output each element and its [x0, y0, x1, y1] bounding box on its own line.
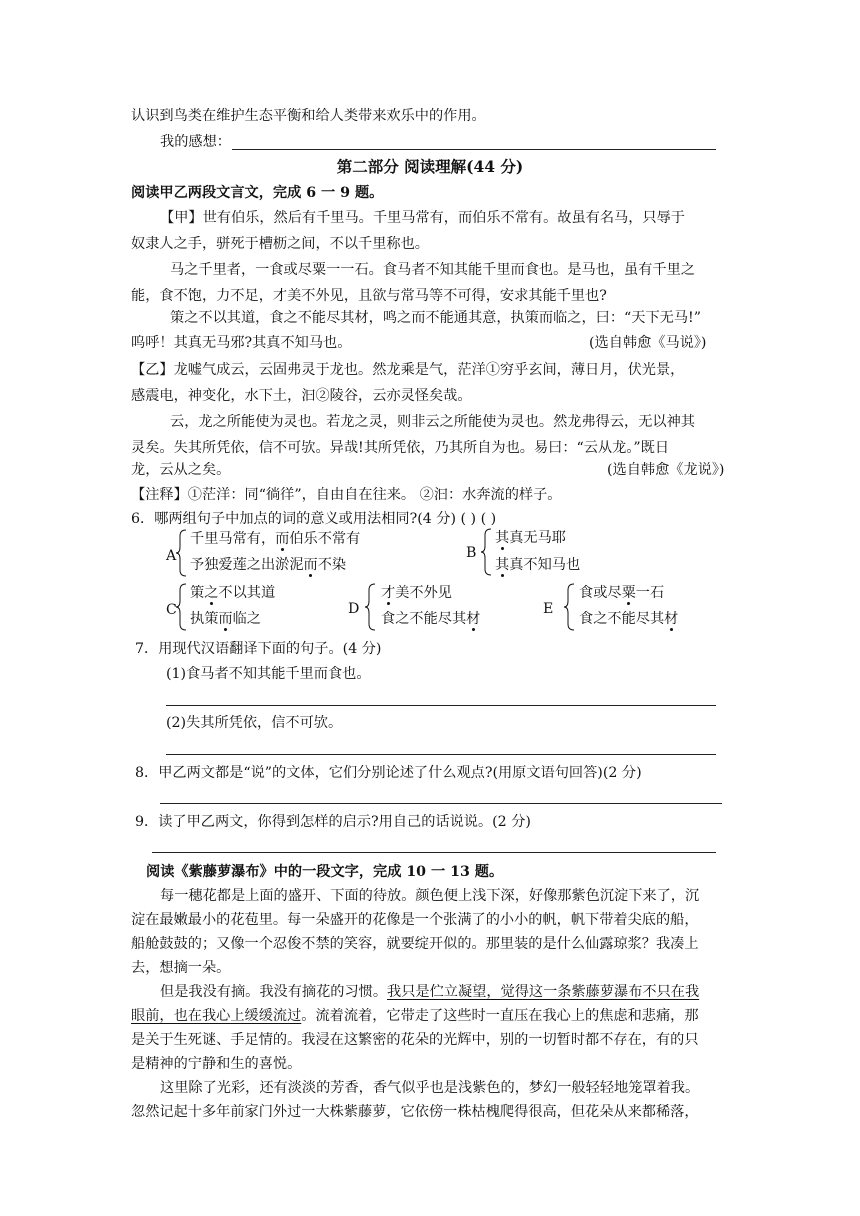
- brace-icon: [480, 527, 492, 577]
- option-b-sentence-1: 其真无马耶: [495, 530, 566, 546]
- text-line: 忽然记起十多年前家门外过一大株紫藤萝，它依傍一株枯槐爬得很高，但花朵从来都稀落，: [131, 1104, 699, 1120]
- option-b-sentence-2: 其真不知马也: [495, 557, 581, 573]
- text-line: 马之千里者，一食或尽粟一一石。食马者不知其能千里而食也。是马也，虽有千里之: [170, 262, 695, 278]
- text-line: 我的感想：: [160, 134, 231, 150]
- option-d-sentence-2: 食之不能尽其材: [381, 611, 481, 627]
- text-line: 灵矣。失其所凭依，信不可欤。异哉!其所凭依，乃其所自为也。易曰：“云从龙。”既日: [131, 440, 670, 456]
- text-line: 感震电，神变化，水下土，汩②陵谷，云亦灵怪矣哉。: [131, 388, 472, 404]
- option-b-label: B: [466, 545, 477, 561]
- text-line: 船舱鼓鼓的；又像一个忍俊不禁的笑容，就要绽开似的。那里装的是什么仙露琼浆？我凑上: [131, 936, 699, 952]
- question-9: 9．读了甲乙两文，你得到怎样的启示?用自己的话说说。(2 分): [135, 814, 531, 830]
- text-line: 眼前，也在我心上缓缓流过。流着流着，它带走了这些时一直压在我心上的焦虑和悲痛，那: [131, 1008, 699, 1024]
- text-line: 是精神的宁静和生的喜悦。: [131, 1056, 302, 1072]
- source-citation: (选自韩愈《龙说》): [607, 462, 725, 478]
- instruction: 阅读《紫藤萝瀑布》中的一段文字，完成 10 一 13 题。: [146, 864, 504, 880]
- text-line: 【甲】世有伯乐，然后有千里马。千里马常有，而伯乐不常有。故虽有名马，只辱于: [160, 210, 685, 226]
- text-line: 每一穗花都是上面的盛开、下面的待放。颜色便上浅下深，好像那紫色沉淀下来了，沉: [160, 888, 700, 904]
- text-line: 龙，云从之矣。: [131, 462, 231, 478]
- question-7-item-1: (1)食马者不知其能千里而食也。: [166, 666, 371, 682]
- option-a-sentence-1: 千里马常有，而伯乐不常有: [190, 531, 361, 547]
- annotation-note: 【注释】①茫洋：同“徜徉”，自由自在往来。 ②汩：水奔流的样子。: [131, 487, 562, 503]
- answer-line: [166, 705, 716, 706]
- option-d-sentence-1: 才美不外见: [381, 585, 452, 601]
- option-e-label: E: [543, 601, 554, 617]
- question-8: 8．甲乙两文都是“说”的文体，它们分别论述了什么观点?(用原文语句回答)(2 分): [135, 765, 642, 781]
- text-line: 淀在最嫩最小的花苞里。每一朵盛开的花像是一个张满了的小小的帆，帆下带着尖底的船，: [131, 912, 699, 928]
- text-line: 认识到鸟类在维护生态平衡和给人类带来欢乐中的作用。: [131, 108, 486, 124]
- option-e-sentence-2: 食之不能尽其材: [579, 611, 679, 627]
- text-line: 能，食不饱，力不足，才美不外见，且欲与常马等不可得，安求其能千里也?: [131, 288, 607, 304]
- question-7: 7．用现代汉语翻译下面的句子。(4 分): [135, 641, 382, 657]
- underlined-sentence: 我只是伫立凝望，觉得这一条紫藤萝瀑布不只在我: [387, 984, 700, 1000]
- brace-icon: [175, 582, 187, 632]
- question-6: 6．哪两组句子中加点的词的意义或用法相同?(4 分) ( ) ( ): [131, 511, 497, 527]
- section-title: 第二部分 阅读理解(44 分): [336, 157, 524, 176]
- brace-icon: [175, 528, 187, 578]
- option-a-sentence-2: 予独爱莲之出淤泥而不染: [190, 557, 347, 573]
- text-line: 呜呼！其真无马邪?其真不知马也。: [131, 335, 352, 351]
- text-line: 策之不以其道，食之不能尽其材，鸣之而不能通其意，执策而临之，曰：“天下无马!”: [170, 310, 701, 326]
- underlined-sentence: 眼前，也在我心上缓缓流过: [131, 1008, 302, 1024]
- option-c-label: C: [166, 602, 177, 618]
- answer-line: [160, 803, 722, 804]
- question-7-item-2: (2)失其所凭依，信不可欤。: [166, 715, 343, 731]
- option-e-sentence-1: 食或尽粟一石: [579, 585, 665, 601]
- text-line: 是关于生死谜、手足情的。我浸在这繁密的花朵的光辉中，别的一切暂时都不存在，有的只: [131, 1032, 699, 1048]
- text-line: 去，想摘一朵。: [131, 960, 231, 976]
- brace-icon: [364, 582, 376, 632]
- answer-line: [232, 149, 716, 150]
- brace-icon: [563, 582, 575, 632]
- option-a-label: A: [166, 548, 177, 564]
- option-c-sentence-2: 执策而临之: [190, 611, 261, 627]
- option-d-label: D: [348, 601, 360, 617]
- text-line: 但是我没有摘。我没有摘花的习惯。我只是伫立凝望，觉得这一条紫藤萝瀑布不只在我: [160, 984, 700, 1000]
- source-citation: (选自韩愈《马说》): [589, 335, 707, 351]
- answer-line: [166, 754, 716, 755]
- text-line: 云，龙之所能使为灵也。若龙之灵，则非云之所能使为灵也。然龙弗得云，无以神其: [170, 414, 695, 430]
- instruction: 阅读甲乙两段文言文，完成 6 一 9 题。: [131, 185, 384, 201]
- text-line: 【乙】龙嘘气成云，云固弗灵于龙也。然龙乘是气，茫洋①穷乎玄间，薄日月，伏光景，: [131, 362, 685, 378]
- answer-line: [152, 852, 716, 853]
- text-line: 这里除了光彩，还有淡淡的芳香，香气似乎也是浅紫色的，梦幻一般轻轻地笼罩着我。: [160, 1080, 700, 1096]
- option-c-sentence-1: 策之不以其道: [190, 585, 276, 601]
- text-line: 奴隶人之手，骈死于槽枥之间，不以千里称也。: [131, 236, 429, 252]
